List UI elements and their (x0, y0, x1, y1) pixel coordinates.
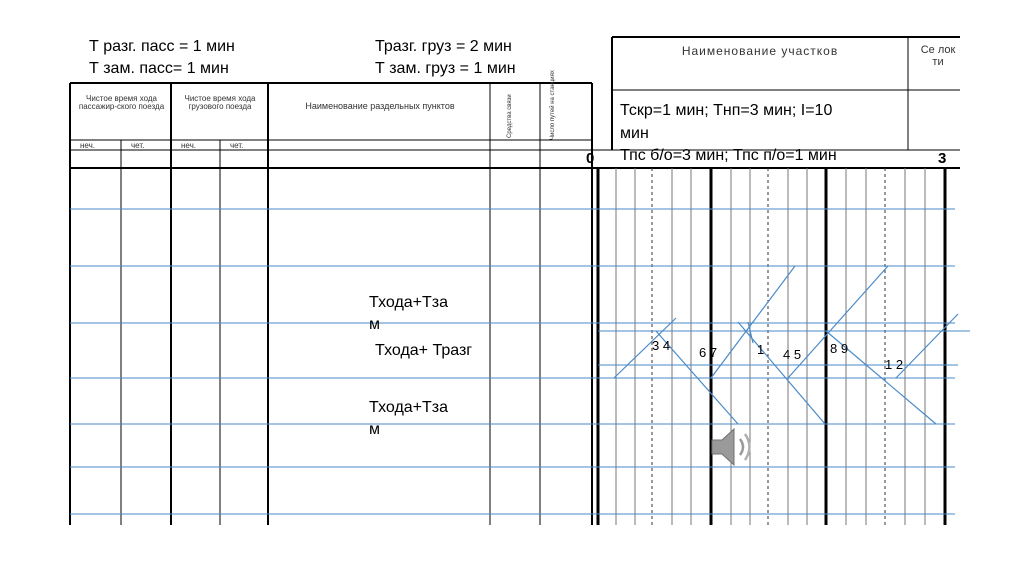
col-freight-header: Чистое время хода грузового поезда (184, 94, 256, 111)
train-number-label: 1 2 (885, 357, 904, 372)
train-number-label: 8 9 (830, 341, 849, 356)
pass-unload-time: Т разг. пасс = 1 мин (89, 38, 235, 55)
train-number-label: 4 5 (783, 347, 802, 362)
sections-title: Наименование участков (681, 44, 839, 58)
col-tracks-header: Число путей на станциях (550, 70, 556, 140)
col-name-header: Наименование раздельных пунктов (305, 101, 455, 111)
sub-odd-pass: неч. (80, 141, 95, 150)
sub-even-pass: чет. (131, 141, 145, 150)
params-line-3: Тпс б/о=3 мин; Тпс п/о=1 мин (620, 147, 837, 164)
speaker-icon[interactable] (708, 424, 760, 470)
freight-replace-time: Т зам. груз = 1 мин (375, 60, 516, 77)
annotation-run-replace-2b: м (369, 421, 380, 438)
sub-even-freight: чет. (230, 141, 244, 150)
col-comm-header: Средства связи (507, 94, 513, 138)
params-line-2: мин (620, 125, 649, 142)
annotation-run-replace-2a: Тхода+Тза (369, 399, 449, 416)
annotation-run-replace-1b: м (369, 316, 380, 333)
hour-mark-0: 0 (586, 150, 595, 167)
train-number-label: 3 4 (652, 338, 671, 353)
freight-unload-time: Тразг. груз = 2 мин (375, 38, 512, 55)
annotation-run-replace-1a: Тхода+Тза (369, 294, 449, 311)
hour-mark-3: 3 (938, 150, 947, 167)
params-line-1: Тскр=1 мин; Тнп=3 мин; I=10 (620, 100, 832, 122)
partial-column-title: Се лок ти (920, 44, 956, 68)
sub-odd-freight: неч. (181, 141, 196, 150)
pass-replace-time: Т зам. пасс= 1 мин (89, 60, 229, 77)
annotation-run-unload: Тхода+ Тразг (375, 342, 473, 359)
col-pass-header: Чистое время хода пассажир-ского поезда (78, 94, 165, 111)
train-number-label: 6 7 (699, 345, 718, 360)
train-number-label: 1 (757, 342, 765, 357)
